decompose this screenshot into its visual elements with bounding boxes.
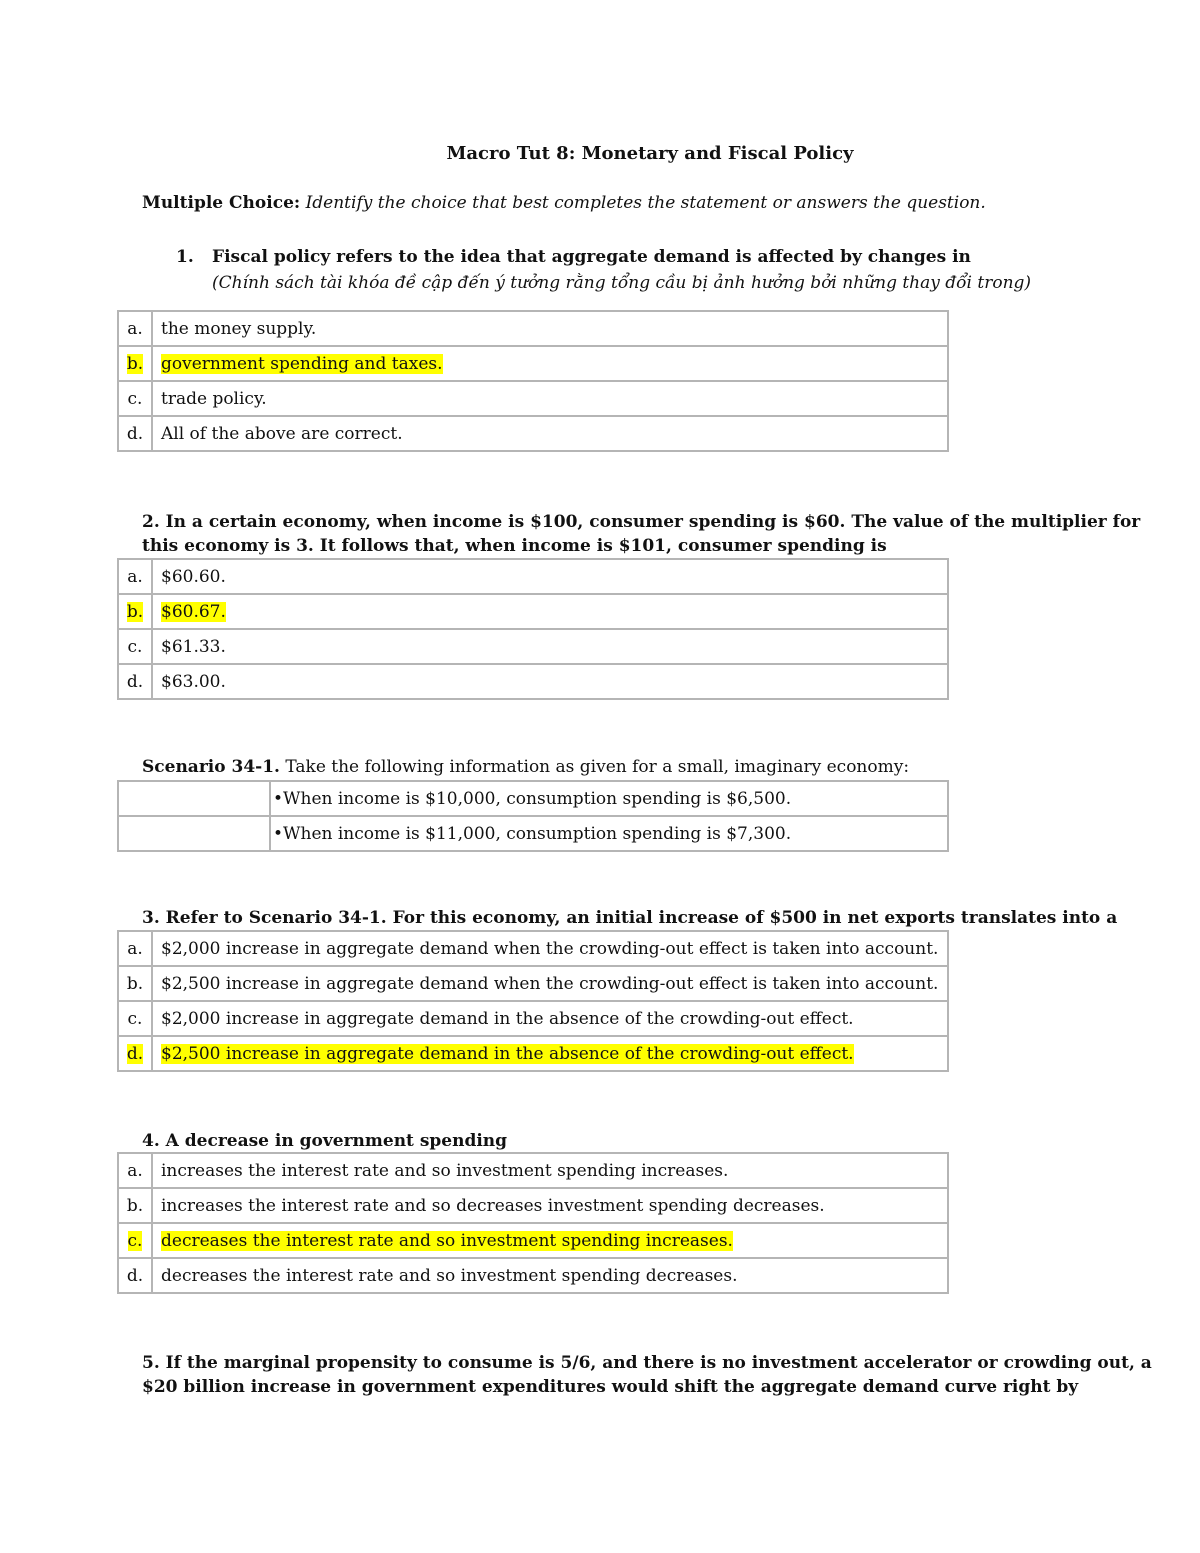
option-row — [118, 1223, 948, 1258]
option-row — [118, 966, 948, 1001]
scenario-heading — [142, 757, 909, 777]
option-row — [118, 1001, 948, 1036]
option-letter: d. — [118, 1036, 152, 1071]
scenario-row — [118, 781, 948, 816]
option-row — [118, 346, 948, 381]
question-4-stem: 4. A decrease in government spending — [142, 1131, 508, 1151]
scenario-row-text: •When income is $10,000, consumption spending is $6,500. — [270, 781, 948, 816]
option-letter: b. — [118, 346, 152, 381]
question-3-stem: 3. Refer to Scenario 34-1. For this economy, an initial increase of $500 in net exports translates into a — [142, 908, 1118, 928]
option-letter: c. — [118, 1001, 152, 1036]
question-stem: Fiscal policy refers to the idea that aggregate demand is affected by changes in — [212, 247, 971, 267]
option-letter: d. — [118, 1258, 152, 1293]
option-row — [118, 1188, 948, 1223]
option-row — [118, 559, 948, 594]
option-text-highlighted: government spending and taxes. — [152, 346, 948, 381]
option-text-highlighted: decreases the interest rate and so investment spending increases. — [152, 1223, 948, 1258]
option-letter: a. — [118, 559, 152, 594]
option-letter: c. — [118, 629, 152, 664]
scenario-blank-cell — [118, 816, 270, 851]
option-letter: a. — [118, 931, 152, 966]
question-2-stem: 2. In a certain economy, when income is $100, consumer spending is $60. The value of the multiplier for this economy is 3. It follows that, when income is $101, consumer spending is — [142, 512, 1141, 556]
option-row — [118, 931, 948, 966]
instructions-text: Identify the choice that best completes the statement or answers the question. — [305, 193, 986, 213]
scenario-label: Scenario 34-1. — [142, 757, 280, 777]
option-row — [118, 1258, 948, 1293]
scenario-text: Take the following information as given for a small, imaginary economy: — [285, 757, 910, 777]
option-letter: c. — [118, 381, 152, 416]
option-row — [118, 1153, 948, 1188]
option-text-highlighted: $60.67. — [152, 594, 948, 629]
options-table-q3 — [117, 930, 949, 1072]
option-text: $61.33. — [152, 629, 948, 664]
option-text: the money supply. — [152, 311, 948, 346]
option-text: increases the interest rate and so decreases investment spending decreases. — [152, 1188, 948, 1223]
option-row — [118, 629, 948, 664]
option-letter: b. — [118, 594, 152, 629]
question-number: 1. — [176, 247, 194, 267]
option-text: trade policy. — [152, 381, 948, 416]
question-1 — [176, 244, 1031, 296]
option-letter: d. — [118, 416, 152, 451]
option-text-highlighted: $2,500 increase in aggregate demand in the absence of the crowding-out effect. — [152, 1036, 948, 1071]
options-table-q2 — [117, 558, 949, 700]
scenario-row — [118, 816, 948, 851]
option-text: $60.60. — [152, 559, 948, 594]
instructions-label: Multiple Choice: — [142, 193, 301, 213]
scenario-row-text: •When income is $11,000, consumption spending is $7,300. — [270, 816, 948, 851]
option-text: $63.00. — [152, 664, 948, 699]
question-5-stem: 5. If the marginal propensity to consume is 5/6, and there is no investment accelerator or crowding out, a $20 billion increase in government expenditures would shift the aggregate demand curve right by — [142, 1353, 1152, 1397]
option-letter: b. — [118, 1188, 152, 1223]
option-text: $2,000 increase in aggregate demand in the absence of the crowding-out effect. — [152, 1001, 948, 1036]
option-row — [118, 1036, 948, 1071]
scenario-blank-cell — [118, 781, 270, 816]
option-text: $2,000 increase in aggregate demand when the crowding-out effect is taken into account. — [152, 931, 948, 966]
option-row — [118, 416, 948, 451]
option-text: increases the interest rate and so investment spending increases. — [152, 1153, 948, 1188]
option-text: All of the above are correct. — [152, 416, 948, 451]
option-text: $2,500 increase in aggregate demand when the crowding-out effect is taken into account. — [152, 966, 948, 1001]
option-letter: a. — [118, 311, 152, 346]
option-letter: a. — [118, 1153, 152, 1188]
option-text: decreases the interest rate and so investment spending decreases. — [152, 1258, 948, 1293]
question-translation: (Chính sách tài khóa đề cập đến ý tưởng rằng tổng cầu bị ảnh hưởng bởi những thay đổi trong) — [212, 273, 1032, 293]
options-table-q1 — [117, 310, 949, 452]
page-title: Macro Tut 8: Monetary and Fiscal Policy — [446, 143, 854, 164]
option-row — [118, 311, 948, 346]
option-row — [118, 381, 948, 416]
instructions — [142, 193, 986, 213]
option-row — [118, 594, 948, 629]
option-letter: d. — [118, 664, 152, 699]
option-letter: b. — [118, 966, 152, 1001]
options-table-q4 — [117, 1152, 949, 1294]
scenario-table — [117, 780, 949, 852]
option-row — [118, 664, 948, 699]
option-letter: c. — [118, 1223, 152, 1258]
